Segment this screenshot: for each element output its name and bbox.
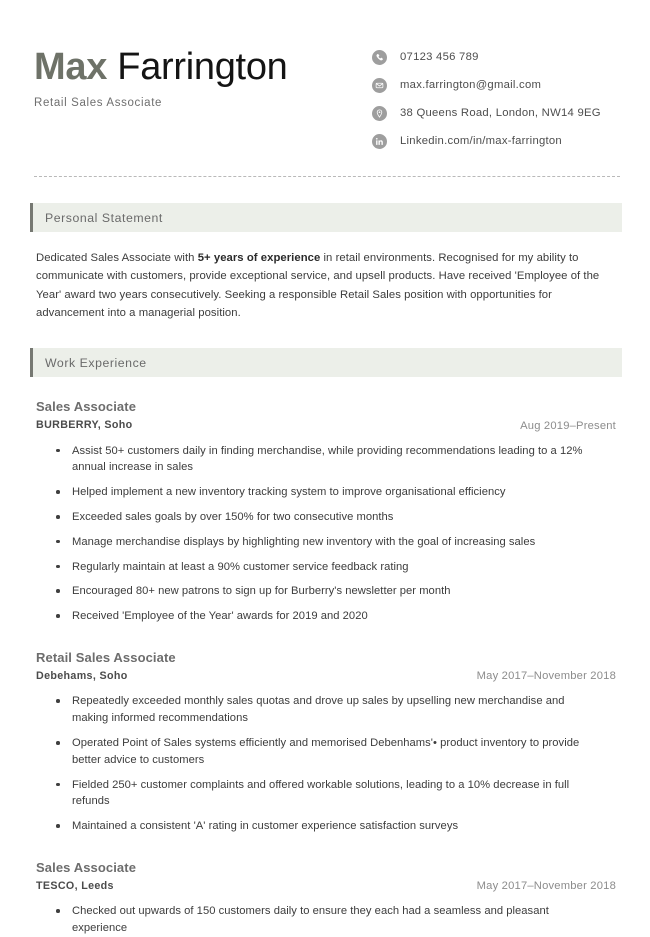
job-company: Debehams, Soho [36,669,128,682]
job-title: Retail Sales Associate [36,650,176,665]
phone-icon [372,50,387,65]
section-title-text: Work Experience [45,355,147,370]
job-company: TESCO, Leeds [36,879,114,892]
job-entry [36,399,618,625]
job-bullet-list [36,693,618,835]
contact-row-email[interactable] [372,72,610,98]
list-item: Operated Point of Sales systems efficiently and memorised Debenhams'• product inventory to provide better advice to customers [72,735,618,769]
first-name: Max [34,46,108,88]
role-subtitle: Retail Sales Associate [34,96,163,109]
list-item: Received 'Employee of the Year' awards for 2019 and 2020 [72,608,618,625]
contact-address-value: 38 Queens Road, London, NW14 9EG [400,107,601,119]
section-header-personal-statement [30,203,622,232]
job-dates: May 2017–November 2018 [476,880,616,893]
statement-part-2: in retail environments. Recognised for my ability to communicate with customers, provide exceptional service, and upsell products. Have received 'Employee of the Year' award two years consecutively. Seeking a responsible Retail Sales position with opportunities for advancement into a managerial position. [36,252,600,319]
job-dates: Aug 2019–Present [520,419,616,432]
list-item: Regularly maintain at least a 90% customer service feedback rating [72,559,618,576]
contact-row-phone[interactable] [372,44,610,70]
contact-row-address[interactable] [372,100,610,126]
identity-block [28,38,288,109]
page-title [34,48,288,88]
list-item: Checked out upwards of 150 customers daily to ensure they each had a seamless and pleasant experience [72,903,618,937]
contact-email-value: max.farrington@gmail.com [400,79,542,91]
linkedin-icon [372,134,387,149]
resume-header [28,0,622,156]
job-entry [36,650,618,835]
list-item: Helped implement a new inventory tracking system to improve organisational efficiency [72,484,618,501]
list-item: Assist 50+ customers daily in finding merchandise, while providing recommendations leading to a 12% annual increase in sales [72,443,618,477]
job-entry [36,860,618,937]
contact-row-linkedin[interactable] [372,128,610,154]
job-company: BURBERRY, Soho [36,418,133,431]
contact-list [372,38,622,156]
list-item: Repeatedly exceeded monthly sales quotas and drove up sales by upselling new merchandise and making informed recommendations [72,693,618,727]
header-divider [34,176,620,177]
job-header [36,860,618,892]
email-icon [372,78,387,93]
list-item: Fielded 250+ customer complaints and offered workable solutions, leading to a 10% decrease in full refunds [72,777,618,811]
job-header [36,399,618,431]
job-title: Sales Associate [36,860,137,876]
list-item: Exceeded sales goals by over 150% for two consecutive months [72,509,618,526]
last-name: Farrington [117,46,288,88]
statement-part-1: Dedicated Sales Associate with [36,252,198,264]
list-item: Manage merchandise displays by highlighting new inventory with the goal of increasing sales [72,534,618,551]
list-item: Maintained a consistent 'A' rating in customer experience satisfaction surveys [72,818,618,835]
personal-statement-text [36,249,616,322]
job-header [36,650,618,682]
contact-linkedin-value: Linkedin.com/in/max-farrington [400,135,562,147]
statement-bold-phrase: 5+ years of experience [197,252,321,264]
contact-phone-value: 07123 456 789 [400,51,479,63]
job-bullet-list [36,443,618,625]
job-dates: May 2017–November 2018 [476,670,616,683]
location-pin-icon [372,106,387,121]
section-header-work-experience [30,348,622,377]
job-bullet-list [36,903,618,937]
job-title: Sales Associate [36,399,137,415]
section-title-text: Personal Statement [45,210,163,225]
list-item: Encouraged 80+ new patrons to sign up for Burberry's newsletter per month [72,583,618,600]
